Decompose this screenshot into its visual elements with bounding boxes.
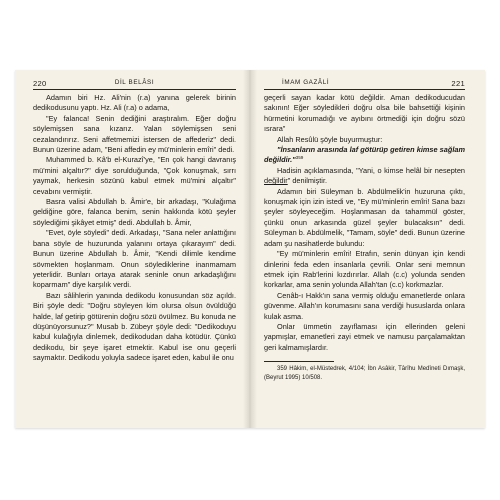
footnote-marker: 359	[295, 155, 304, 161]
hadith-quote	[264, 145, 465, 166]
paragraph: Adamın biri Hz. Ali'nin (r.a) yanına gelerek birinin dedikodusunu yaptı. Hz. Ali (r.a) o adama,	[33, 93, 236, 113]
footnote-rule	[264, 361, 334, 362]
right-page-header	[264, 79, 465, 89]
paragraph-text: " denilmiştir.	[287, 176, 328, 186]
left-running-title: DİL BELÂSI	[114, 79, 155, 86]
paragraph: Cenâb-ı Hakk'ın sana vermiş olduğu emanetlerde onlara güvenme. Allah'ın korumasını sana verdiği hususlarda onlara kulak asma.	[264, 290, 465, 321]
paragraph: geçerli sayan kadar kötü değildir. Aman dedikoducudan sakının! Eğer söyledikleri doğru olsa bile bahsettiği kişinin hürmetini korumadığı ve ayıbını örtmediği için doğru sözü ısrara"	[264, 93, 465, 134]
paragraph: "Evet, öyle söyledi" dedi. Arkadaşı, "Sana neler anlattığını bana söyle de huzurunda yalanını ortaya çıkarayım" dedi. Bunun üzerine Abdullah b. Âmir, "Kendi dilimle kendime sövmekten hoşlanmam. Onun söylediklerine inanmamam yeterlidir. Bunları ortaya atarak seninle onun arkadaşlığını koparmam" diye karşılık verdi.	[33, 228, 236, 290]
paragraph: Allah Resûlü şöyle buyurmuştur:	[277, 134, 383, 144]
paragraph: "Ey mü'minlerin emîri! Etrafın, senin dünyan için kendi dinlerini feda eden insanlarla çevrili. Onlar seni memnun etmek için Rab'lerini kızdırırlar. Allah (c.c) yolunda senden korkarlar, ama senin yolunda Allah'tan (c.c) korkmazlar.	[264, 249, 465, 290]
paragraph: Bazı sâlihlerin yanında dedikodu konusundan söz açıldı. Biri şöyle dedi: "Doğru söyleyen kim olursa olsun övüldüğü halde, laf getirip götürenin doğru sözü övülmez. Bu konuda ne düşünüyorsunuz?" Musab b. Zübeyr şöyle dedi: "Dedikoduyu kabul kulağıyla dinlemek, dedikodudan daha kötüdür. Çünkü dedikodu, bir şeye işaret etmektir. Kabul ise onu geçerli saymaktır. Dedikodu yoluyla sadece işaret eden, kabul ile onu	[33, 290, 236, 363]
left-page-number: 220	[33, 79, 47, 88]
left-page	[15, 70, 250, 428]
paragraph: Adamın biri Süleyman b. Abdülmelik'in huzuruna çıktı, konuşmak için izin istedi ve, "Ey mü'minlerin emîri! Sana bazı şeyler söyleyeceğim. Hoşlanmasan da tahammül göster, çünkü onun arkasında güzel şeyler bulacaksın" dedi. Süleyman b. Abdülmelik, "Tamam, söyle" dedi. Bunun üzerine adam şu nasihatlerde bulundu:	[264, 186, 465, 248]
left-header-rule	[33, 89, 236, 90]
book-spread	[15, 70, 485, 428]
paragraph: Basra valisi Abdullah b. Âmir'e, bir arkadaşı, "Kulağıma geldiğine göre, falanca benim, senin hakkında kötü şeyler söylediğimi şikâyet etmiş" dedi. Abdullah b. Âmir,	[33, 197, 236, 227]
right-header-rule	[264, 89, 465, 90]
paragraph	[264, 166, 465, 187]
right-page	[250, 70, 485, 428]
left-page-header	[33, 79, 236, 89]
paragraph: "Ey falanca! Senin dediğini araştıralım. Eğer doğru söylemişsen sana kızarız. Yalan söylemişsen seni cezalandırırız. Seni affetmemizi istersen de affederiz" dedi. Bunun üzerine adam, "Beni affedin ey mü'minlerin emîri" dedi.	[33, 113, 236, 155]
paragraph: Muhammed b. Kâ'b el-Kurazî'ye, "En çok hangi davranış mü'mini alçaltır?" diye sorulduğunda, "Çok konuşmak, sırrı yaymak, herkesin sözünü kabul etmek mü'mini alçaltır" cevabını vermiştir.	[33, 155, 236, 196]
right-page-body	[264, 93, 465, 382]
paragraph: Onlar ümmetin zayıflaması için ellerinden geleni yapmışlar, emanetleri zayi etmek ve namusu parçalamaktan geri kalmamışlardır.	[264, 321, 465, 352]
footnote: 359 Hâkim, el-Müstedrek, 4/104; İbn Asâkir, Târîhu Medîneti Dımaşk, (Beyrut 1995) 10/508.	[264, 366, 465, 381]
paragraph-text: Hadisin açıklamasında, "Yani, o kimse helâl bir nesepten	[277, 165, 465, 175]
underlined-word: değildir	[264, 176, 288, 186]
hadith-quote-text: "İnsanların arasında laf götürüp getiren kimse sağlam değildir."	[264, 145, 465, 165]
left-page-body	[33, 93, 236, 364]
right-page-number: 221	[451, 79, 465, 88]
right-running-title: İMAM GAZÂLİ	[282, 79, 330, 86]
